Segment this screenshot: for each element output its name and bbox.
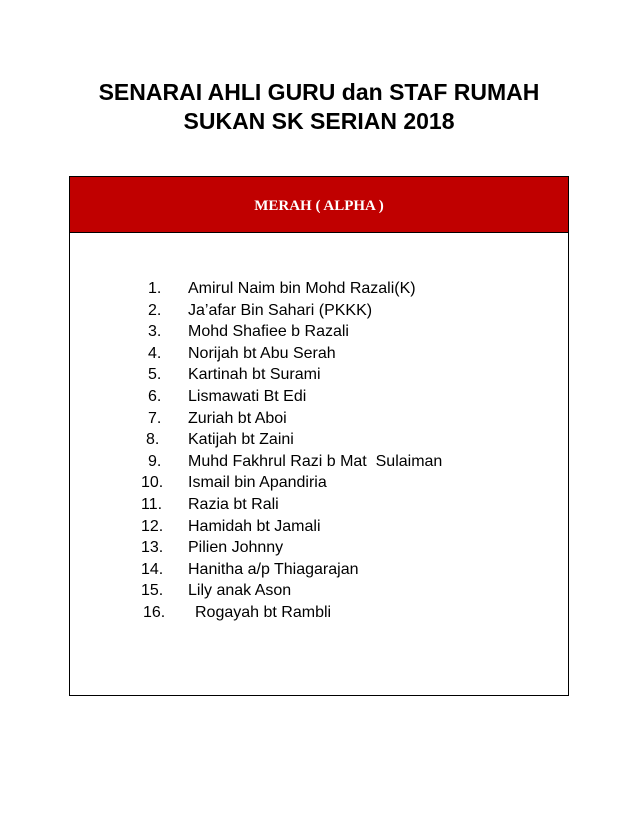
item-number: 9. (148, 452, 162, 470)
member-name: Lily anak Ason (188, 582, 292, 600)
item-number: 5. (148, 366, 162, 384)
item-number: 11. (141, 495, 163, 513)
item-number: 13. (141, 539, 164, 557)
house-header (70, 177, 568, 233)
item-number: 10. (141, 474, 164, 492)
item-number: 15. (141, 582, 164, 600)
member-name: Razia bt Rali (188, 495, 279, 513)
member-name: Rogayah bt Rambli (195, 603, 332, 621)
item-number: 3. (148, 323, 162, 341)
item-number: 7. (148, 409, 162, 427)
member-name: Ja’afar Bin Sahari (PKKK) (188, 301, 373, 319)
house-label: MERAH ( ALPHA ) (254, 198, 384, 214)
member-name: Hamidah bt Jamali (188, 517, 321, 535)
item-number: 12. (141, 517, 164, 535)
member-name: Hanitha a/p Thiagarajan (188, 560, 359, 578)
member-name: Amirul Naim bin Mohd Razali(K) (188, 280, 416, 297)
member-name: Zuriah bt Aboi (188, 409, 287, 427)
item-number: 4. (148, 344, 162, 362)
title-line-2: SUKAN SK SERIAN 2018 (183, 108, 455, 134)
member-name: Mohd Shafiee b Razali (188, 323, 349, 341)
member-name: Pilien Johnny (188, 539, 284, 557)
member-name: Katijah bt Zaini (188, 431, 294, 449)
item-number: 14. (141, 560, 164, 578)
member-name: Lismawati Bt Edi (188, 387, 307, 405)
item-number: 1. (148, 280, 162, 297)
item-number: 16. (143, 603, 166, 621)
title-line-1: SENARAI AHLI GURU dan STAF RUMAH (98, 79, 540, 105)
item-number: 8. (146, 431, 160, 449)
item-number: 2. (148, 301, 162, 319)
member-name: Ismail bin Apandiria (188, 474, 327, 492)
item-number: 6. (148, 387, 162, 405)
house-table (69, 176, 569, 696)
member-name: Muhd Fakhrul Razi b Mat Sulaiman (188, 452, 443, 470)
member-name: Norijah bt Abu Serah (188, 344, 336, 362)
member-name: Kartinah bt Surami (188, 366, 321, 384)
page-title (0, 78, 638, 136)
